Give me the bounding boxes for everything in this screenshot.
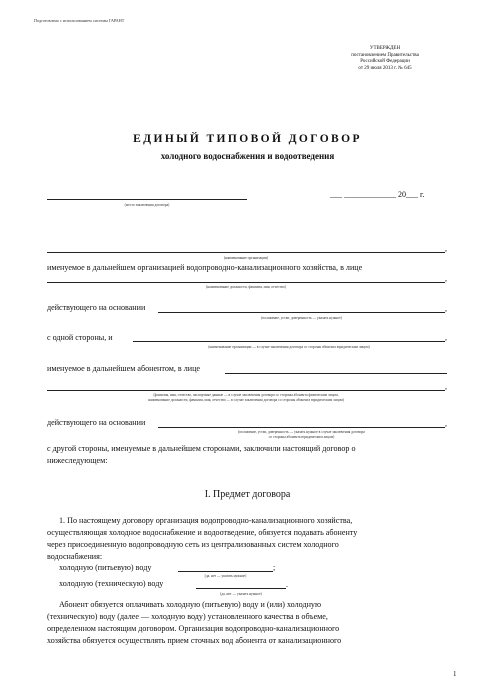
comma: ;	[273, 563, 276, 572]
paragraph-line: водоснабжения:	[47, 552, 103, 561]
acting-text: действующего на основании	[47, 303, 146, 312]
comma: ,	[445, 244, 447, 253]
basis-line	[158, 312, 445, 313]
document-title: ЕДИНЫЙ ТИПОВОЙ ДОГОВОР	[133, 133, 362, 145]
document-subtitle: холодного водоснабжения и водоотведения	[160, 151, 335, 161]
subscriber-caption: (наименование организации — в случае заключения договора со стороны абонента юридическим лицом)	[208, 345, 370, 349]
paragraph-line: (техническую) воду (далее — холодную воду) установленного качества в объеме,	[47, 612, 328, 621]
subscriber-rep-line	[225, 373, 447, 374]
drinking-water-label: холодную (питьевую) воду	[59, 563, 152, 572]
person-line	[47, 390, 445, 391]
org-line	[47, 252, 445, 253]
person-caption: (фамилия, имя, отчество, паспортные данные — в случае заключения договора со стороны абонента физическим лицом,	[153, 393, 339, 397]
subscriber-line	[133, 341, 445, 342]
approval-line: УТВЕРЖДЕН	[369, 46, 401, 51]
place-caption: (место заключения договора)	[124, 203, 170, 207]
comma: ,	[445, 382, 447, 391]
date-field: ___ _____________ 20___ г.	[330, 190, 425, 199]
paragraph-line: определенном настоящим договором. Организация водопроводно-канализационного	[47, 624, 340, 633]
place-line	[47, 199, 247, 200]
drinking-water-line	[178, 571, 273, 572]
party-text: именуемое в дальнейшем абонентом, в лице	[47, 364, 201, 373]
approval-line: Российской Федерации	[360, 59, 410, 65]
basis-caption: со стороны абонента юридическим лицом)	[268, 435, 335, 439]
comma: ,	[445, 304, 447, 313]
one-side-text: с одной стороны, и	[47, 333, 113, 342]
rep-caption: (наименование должности, фамилия, имя, отчество)	[206, 285, 286, 289]
page-number: 1	[453, 670, 457, 678]
comma: ,	[445, 333, 447, 342]
prepared-note: Подготовлено с использованием системы ГАРАНТ	[34, 18, 125, 23]
paragraph-line: хозяйства обязуется осуществлять прием сточных вод абонента от канализационного	[47, 636, 342, 645]
comma: ,	[445, 419, 447, 428]
basis-caption: (положение, устав, доверенность — указать нужное в случае заключения договора	[238, 430, 365, 434]
paragraph-line: 1. По настоящему договору организация водопроводно-канализационного хозяйства,	[59, 516, 353, 525]
basis-caption: (положение, устав, доверенность — указать нужное)	[261, 316, 342, 320]
comma: ,	[445, 274, 447, 283]
technical-water-label: холодную (техническую) воду	[59, 579, 164, 588]
paragraph-line: Абонент обязуется оплачивать холодную (питьевую) воду и (или) холодную	[59, 600, 322, 609]
paragraph-line: осуществляющая холодное водоснабжение и водоотведение, обязуется подавать абоненту	[47, 528, 358, 537]
other-side-text: с другой стороны, именуемые в дальнейшем сторонами, заключили настоящий договор о	[47, 444, 356, 453]
person-caption: наименование должности, фамилия, имя, отчество — в случае заключения договора со стороны абонента юридическим лицом)	[148, 398, 344, 402]
drinking-water-caption: (да, нет — указать нужное)	[204, 574, 247, 578]
basis-line	[158, 427, 445, 428]
section-heading: I. Предмет договора	[204, 489, 291, 500]
approval-line: от 29 июля 2013 г. № 645	[358, 65, 412, 71]
acting-text: действующего на основании	[47, 418, 146, 427]
comma: .	[286, 580, 288, 589]
rep-line	[47, 282, 445, 283]
org-caption: (наименование организации)	[223, 256, 269, 260]
technical-water-line	[196, 588, 286, 589]
other-side-text: нижеследующем:	[47, 456, 108, 465]
paragraph-line: через присоединенную водопроводную сеть из централизованных систем холодного	[47, 540, 339, 549]
technical-water-caption: (да, нет — указать нужное)	[220, 592, 262, 596]
approval-line: постановлением Правительства	[351, 52, 419, 58]
party-text: именуемое в дальнейшем организацией водопроводно-канализационного хозяйства, в лице	[47, 263, 363, 272]
approval-block	[330, 46, 440, 72]
